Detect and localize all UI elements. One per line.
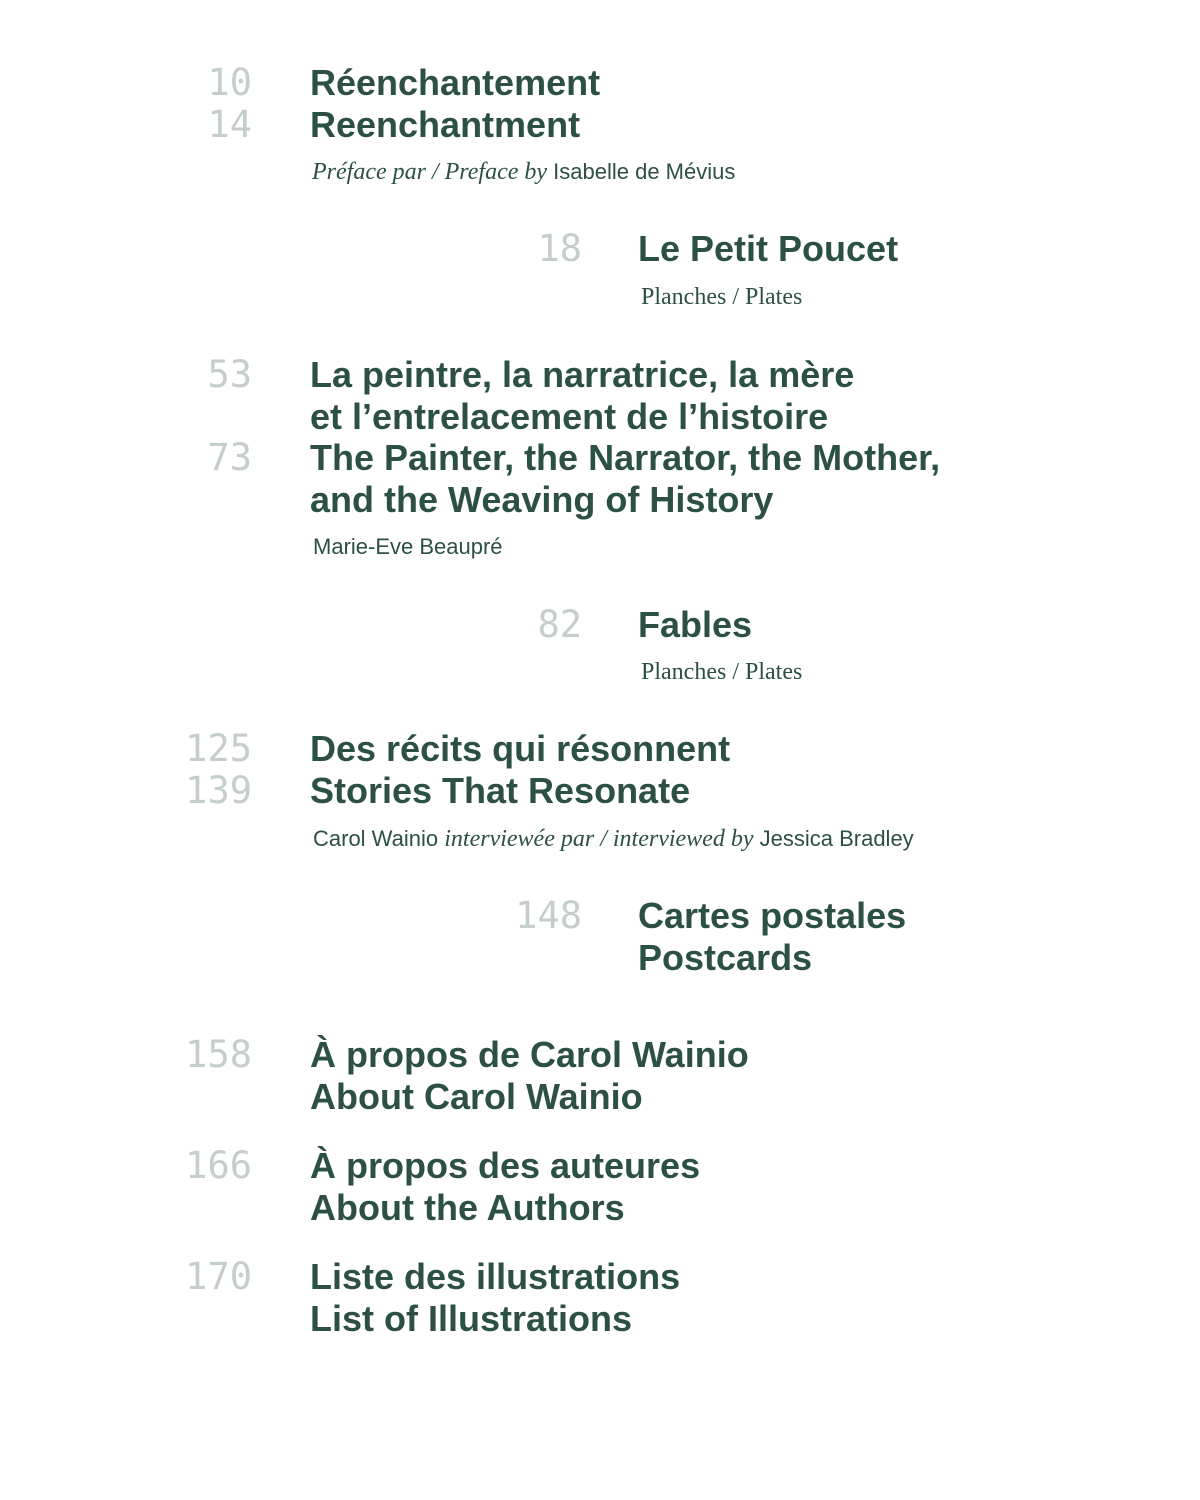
- toc-entry-credit-reenchantement: [312, 158, 735, 186]
- toc-entry-title-petit-poucet[interactable]: Le Petit Poucet: [638, 228, 899, 269]
- toc-entry-title-recits-fr[interactable]: Des récits qui résonnent: [310, 728, 731, 769]
- credit-name: Jessica Bradley: [759, 826, 914, 851]
- toc-entry-title-illustrations-en[interactable]: List of Illustrations: [310, 1298, 633, 1339]
- toc-entry-title-fables[interactable]: Fables: [638, 604, 753, 645]
- toc-entry-title-about-wainio-en[interactable]: About Carol Wainio: [310, 1076, 643, 1117]
- page-number-recits-en: 139: [185, 769, 252, 812]
- page-number-recits-fr: 125: [185, 727, 252, 770]
- page-number-cartes: 148: [515, 894, 582, 937]
- credit-name: Isabelle de Mévius: [553, 159, 736, 184]
- toc-entry-title-recits-en[interactable]: Stories That Resonate: [310, 770, 691, 811]
- credit-subject: Carol Wainio: [313, 826, 439, 851]
- toc-entry-title-peintre-en-line2[interactable]: and the Weaving of History: [310, 479, 774, 520]
- credit-role: interviewée par / interviewed by: [444, 826, 754, 852]
- toc-entry-title-peintre-fr-line2[interactable]: et l’entrelacement de l’histoire: [310, 396, 829, 437]
- toc-entry-title-about-authors-en[interactable]: About the Authors: [310, 1187, 625, 1228]
- credit-role: Préface par / Preface by: [312, 159, 548, 185]
- toc-entry-author-peintre: Marie-Eve Beaupré: [313, 534, 503, 559]
- page-number-illustrations: 170: [185, 1255, 252, 1298]
- page-number-peintre-fr: 53: [207, 353, 252, 396]
- toc-entry-title-reenchantement-en[interactable]: Reenchantment: [310, 104, 581, 145]
- toc-entry-credit-recits: [313, 825, 914, 853]
- toc-entry-subtitle-fables: Planches / Plates: [641, 659, 803, 685]
- toc-entry-title-reenchantement-fr[interactable]: Réenchantement: [310, 62, 601, 103]
- page-number-fables: 82: [537, 603, 582, 646]
- toc-entry-title-illustrations-fr[interactable]: Liste des illustrations: [310, 1256, 681, 1297]
- page-number-about-wainio: 158: [185, 1033, 252, 1076]
- page-number-reenchantement-en: 14: [207, 103, 252, 146]
- toc-entry-title-cartes-en[interactable]: Postcards: [638, 937, 813, 978]
- page-number-reenchantement-fr: 10: [207, 61, 252, 104]
- toc-entry-title-cartes-fr[interactable]: Cartes postales: [638, 895, 907, 936]
- toc-entry-title-about-authors-fr[interactable]: À propos des auteures: [310, 1145, 701, 1186]
- toc-entry-subtitle-petit-poucet: Planches / Plates: [641, 284, 803, 310]
- toc-entry-title-peintre-en-line1[interactable]: The Painter, the Narrator, the Mother,: [310, 437, 941, 478]
- page-number-petit-poucet: 18: [537, 227, 582, 270]
- page-number-peintre-en: 73: [207, 436, 252, 479]
- page-number-about-authors: 166: [185, 1144, 252, 1187]
- toc-entry-title-peintre-fr-line1[interactable]: La peintre, la narratrice, la mère: [310, 354, 855, 395]
- toc-entry-title-about-wainio-fr[interactable]: À propos de Carol Wainio: [310, 1034, 749, 1075]
